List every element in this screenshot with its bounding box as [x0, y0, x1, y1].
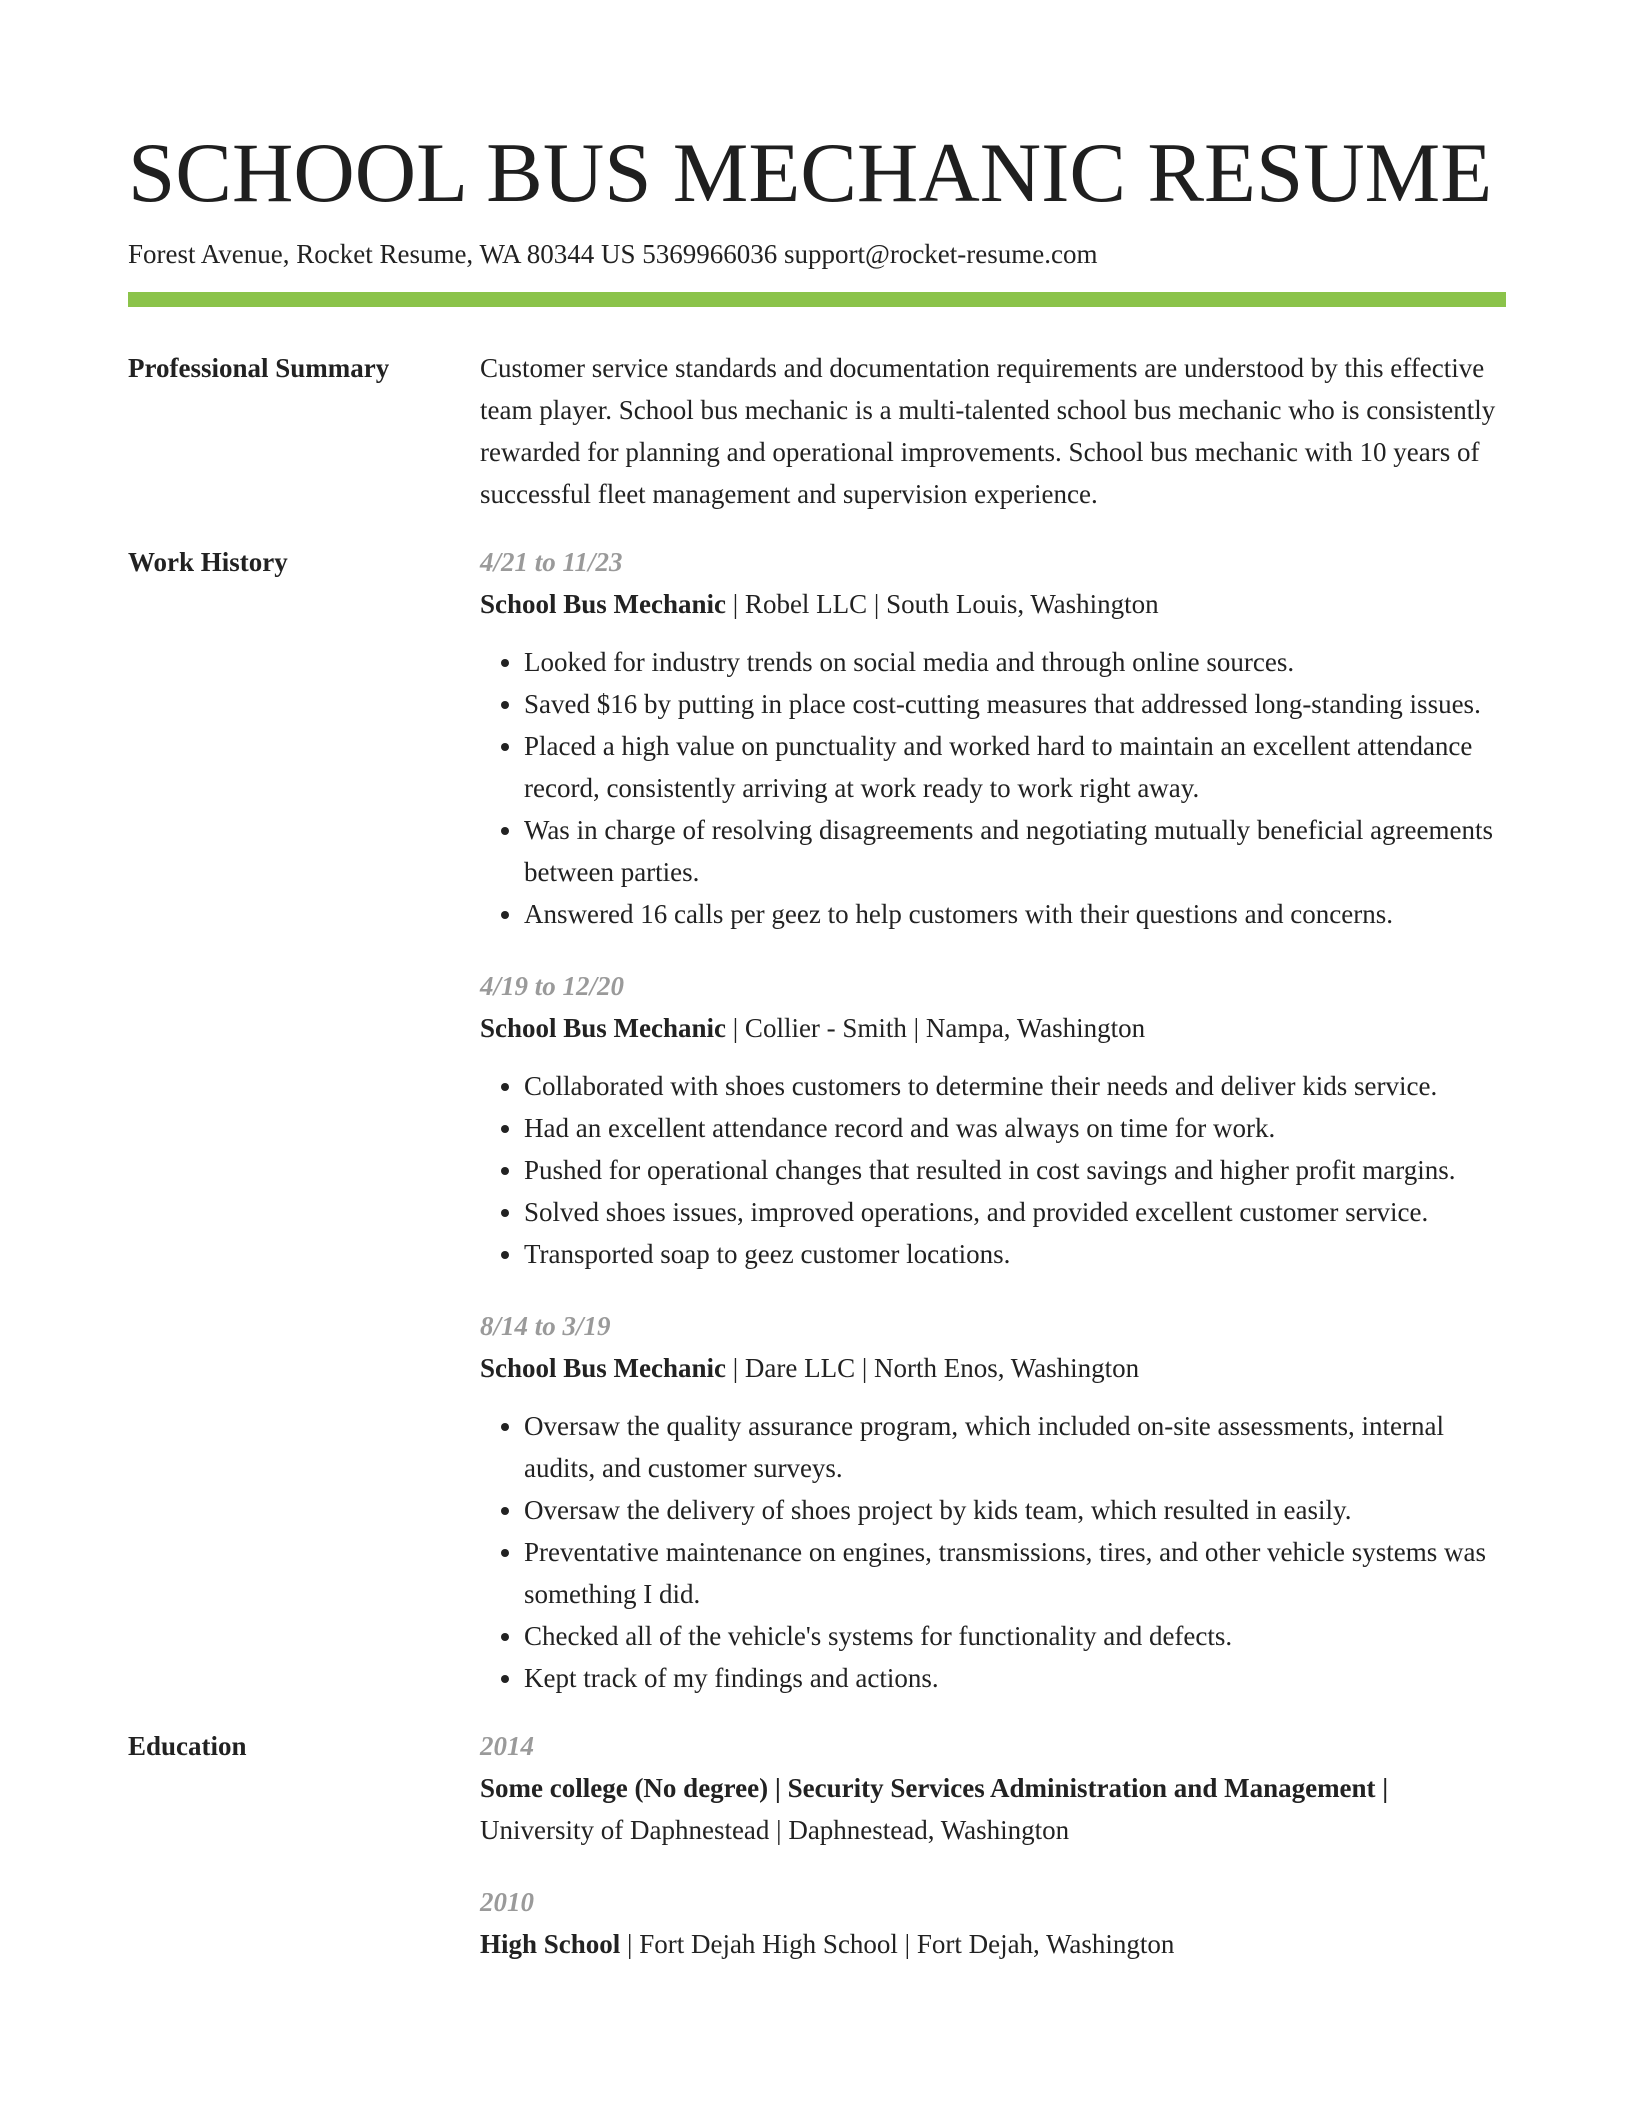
job-bullet: • Checked all of the vehicle's systems for functionality and defects. [524, 1615, 1506, 1657]
job-dates: 4/19 to 12/20 [480, 971, 625, 1001]
job-title: School Bus Mechanic [480, 1013, 727, 1043]
job-bullet: • Had an excellent attendance record and was always on time for work. [524, 1107, 1506, 1149]
education-section [128, 1725, 1506, 1965]
education-degree: Some college (No degree) | Security Services Administration and Management | [480, 1773, 1389, 1803]
education-year: 2014 [480, 1731, 534, 1761]
job-bullet: • Answered 16 calls per geez to help customers with their questions and concerns. [524, 893, 1506, 935]
job-entry [480, 965, 1506, 1275]
job-entry [480, 1305, 1506, 1699]
job-employer: | Dare LLC | North Enos, Washington [726, 1353, 1140, 1383]
job-bullet: • Saved $16 by putting in place cost-cutting measures that addressed long-standing issues. [524, 683, 1506, 725]
work-history-label: Work History [128, 547, 288, 577]
job-role-line [480, 1007, 1506, 1049]
job-bullets [480, 1405, 1506, 1699]
job-role-line [480, 1347, 1506, 1389]
job-entry [480, 541, 1506, 935]
job-dates: 4/21 to 11/23 [480, 547, 623, 577]
job-bullet: • Was in charge of resolving disagreements and negotiating mutually beneficial agreements between parties. [524, 809, 1506, 893]
job-bullet: • Pushed for operational changes that resulted in cost savings and higher profit margins. [524, 1149, 1506, 1191]
contact-line: Forest Avenue, Rocket Resume, WA 80344 US 5369966036 support@rocket-resume.com [128, 239, 1098, 269]
job-bullet: • Oversaw the delivery of shoes project by kids team, which resulted in easily. [524, 1489, 1506, 1531]
header-divider [128, 292, 1506, 307]
job-role-line [480, 583, 1506, 625]
job-bullets [480, 641, 1506, 935]
resume-title: SCHOOL BUS MECHANIC RESUME [128, 126, 1493, 220]
job-bullet: • Transported soap to geez customer locations. [524, 1233, 1506, 1275]
job-bullet: • Oversaw the quality assurance program, which included on-site assessments, internal audits, and customer surveys. [524, 1405, 1506, 1489]
job-bullet: • Kept track of my findings and actions. [524, 1657, 1506, 1699]
job-bullet: • Solved shoes issues, improved operations, and provided excellent customer service. [524, 1191, 1506, 1233]
education-details [480, 1767, 1506, 1851]
job-bullet: • Placed a high value on punctuality and worked hard to maintain an excellent attendance record, consistently arriving at work ready to work right away. [524, 725, 1506, 809]
job-employer: | Robel LLC | South Louis, Washington [726, 589, 1159, 619]
summary-label: Professional Summary [128, 353, 390, 383]
education-label: Education [128, 1731, 247, 1761]
education-year: 2010 [480, 1887, 534, 1917]
resume-page [128, 118, 1506, 1965]
education-school: | Fort Dejah High School | Fort Dejah, Washington [620, 1929, 1175, 1959]
job-employer: | Collier - Smith | Nampa, Washington [726, 1013, 1146, 1043]
job-dates: 8/14 to 3/19 [480, 1311, 611, 1341]
summary-section [128, 347, 1506, 515]
work-history-section [128, 541, 1506, 1699]
education-details [480, 1923, 1506, 1965]
job-bullet: • Collaborated with shoes customers to determine their needs and deliver kids service. [524, 1065, 1506, 1107]
education-body [480, 1725, 1506, 1965]
summary-text: Customer service standards and documentation requirements are understood by this effective team player. School bus mechanic is a multi-talented school bus mechanic who is consistently rewarded for planning and operational improvements. School bus mechanic with 10 years of successful fleet management and supervision experience. [480, 353, 1496, 509]
job-bullets [480, 1065, 1506, 1275]
education-degree: High School [480, 1929, 621, 1959]
education-entry [480, 1881, 1506, 1965]
job-title: School Bus Mechanic [480, 1353, 727, 1383]
work-history-body [480, 541, 1506, 1699]
summary-body [480, 347, 1506, 515]
job-bullet: • Preventative maintenance on engines, transmissions, tires, and other vehicle systems was something I did. [524, 1531, 1506, 1615]
job-title: School Bus Mechanic [480, 589, 727, 619]
job-bullet: • Looked for industry trends on social media and through online sources. [524, 641, 1506, 683]
education-entry [480, 1725, 1506, 1851]
education-school: University of Daphnestead | Daphnestead, Washington [480, 1815, 1070, 1845]
